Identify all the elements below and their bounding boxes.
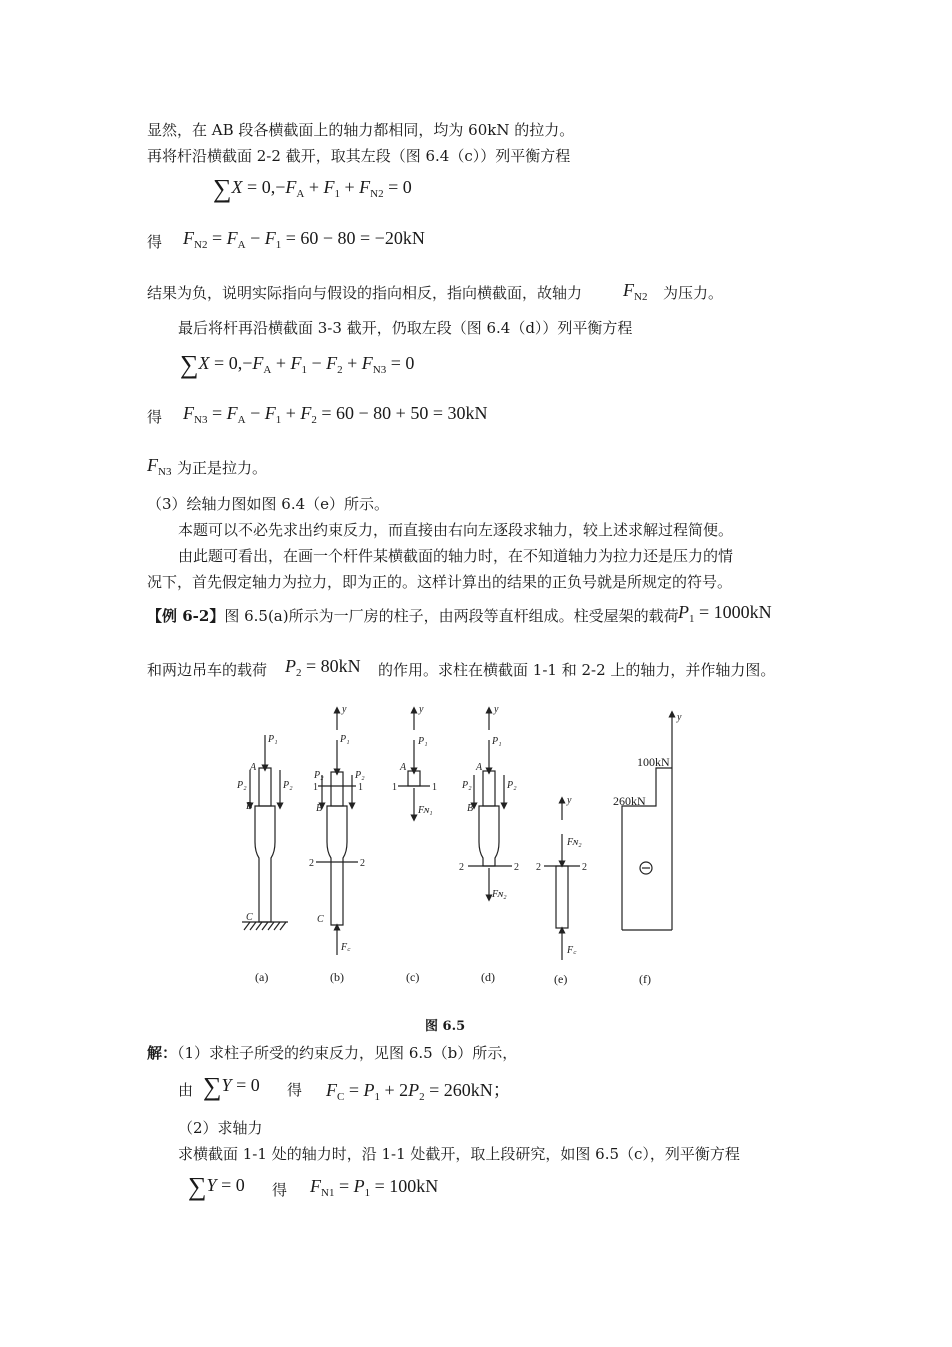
svg-text:P₂: P₂: [283, 780, 293, 791]
text-line-5: 最后将杆再沿横截面 3-3 截开，仍取左段（图 6.4（d））列平衡方程: [178, 319, 633, 337]
svg-text:P₂: P₂: [355, 770, 365, 781]
eq3-value: = 0: [390, 353, 415, 373]
equation-6b: $F_{N1} = P_1 = 100kN$: [310, 1176, 439, 1199]
equation-6: ∑Y = 0: [188, 1172, 245, 1201]
svg-text:P₁: P₁: [418, 736, 428, 747]
svg-text:A: A: [400, 762, 407, 773]
figure-b-column: [309, 704, 365, 955]
svg-text:P₂: P₂: [462, 780, 472, 791]
svg-text:1: 1: [432, 782, 437, 793]
svg-text:1: 1: [392, 782, 397, 793]
eq2-value: = 60 − 80 = −20kN: [285, 228, 425, 248]
equation-5: ∑Y = 0: [203, 1072, 260, 1101]
text-line-4: 结果为负，说明实际指向与假设的指向相反，指向横截面，故轴力: [147, 284, 583, 302]
eq6-value: = 100kN: [374, 1176, 439, 1196]
svg-text:P₁: P₁: [268, 734, 278, 745]
text-you: 由: [178, 1081, 194, 1099]
text-line-12a: 和两边吊车的载荷: [147, 661, 268, 679]
svg-text:1: 1: [313, 782, 318, 793]
svg-text:1: 1: [358, 782, 363, 793]
svg-text:C: C: [317, 914, 324, 925]
solution-line: [147, 1043, 517, 1063]
svg-text:A: A: [476, 762, 483, 773]
svg-text:B: B: [316, 803, 323, 814]
svg-text:P₁: P₁: [340, 734, 350, 745]
equation-3: $\sum X = 0,-F_A + F_1 - F_2 + F_{N3} = 0$: [180, 350, 415, 379]
solution-text: （1）求柱子所受的约束反力，见图 6.5（b）所示，: [177, 1044, 518, 1062]
text-line-11: 况下，首先假定轴力为拉力，即为正的。这样计算出的结果的正负号就是所规定的符号。: [147, 573, 733, 591]
p1-number: = 1000kN: [699, 602, 772, 622]
text-line-10: 由此题可看出，在画一个杆件某横截面的轴力时，在不知道轴力为拉力还是压力的情: [178, 547, 734, 565]
svg-text:A: A: [250, 762, 257, 773]
figure-f-diagram: [622, 712, 682, 930]
fn3-symbol: $F_{N3}$: [147, 455, 172, 478]
svg-text:2: 2: [582, 862, 587, 873]
svg-text:F꜀: F꜀: [567, 945, 577, 956]
eq4-value: = 60 − 80 + 50 = 30kN: [321, 403, 488, 423]
svg-text:2: 2: [360, 858, 365, 869]
svg-text:B: B: [467, 803, 474, 814]
p1-value: $P_1 = 1000kN$: [678, 602, 772, 625]
equation-1: $\sum X = 0,-F_A + F_1 + F_{N2} = 0$: [213, 174, 412, 203]
sub-label-e: (e): [554, 972, 568, 986]
svg-text:Fɴ₁: Fɴ₁: [418, 805, 433, 816]
svg-text:2: 2: [459, 862, 464, 873]
fn2-symbol: $F_{N2}$: [623, 280, 648, 303]
figure-a-column: [236, 734, 293, 930]
svg-text:Fɴ₂: Fɴ₂: [492, 889, 507, 900]
svg-text:y: y: [419, 704, 424, 715]
equation-5b: $F_C = P_1 + 2P_2 = 260kN$；: [326, 1080, 511, 1103]
svg-text:2: 2: [309, 858, 314, 869]
text-de-4: 得: [272, 1181, 288, 1199]
text-line-9: 本题可以不必先求出约束反力，而直接由右向左逐段求轴力，较上述求解过程简便。: [178, 521, 734, 539]
svg-text:C: C: [246, 912, 253, 923]
text-de-3: 得: [287, 1081, 303, 1099]
text-line-1: 显然，在 AB 段各横截面上的轴力都相同，均为 60kN 的拉力。: [147, 121, 575, 139]
svg-text:Fɴ₂: Fɴ₂: [567, 837, 582, 848]
svg-text:F꜀: F꜀: [341, 942, 351, 953]
figure-c-section: [392, 704, 437, 818]
svg-text:2: 2: [514, 862, 519, 873]
example-tag: 【例 6-2】: [147, 607, 225, 625]
p2-number: = 80kN: [306, 656, 361, 676]
diagram-value-260: 260kN: [613, 794, 646, 808]
svg-text:2: 2: [536, 862, 541, 873]
text-line-12c: 的作用。求柱在横截面 1-1 和 2-2 上的轴力，并作轴力图。: [378, 661, 776, 679]
text-line-14: （2）求轴力: [178, 1119, 263, 1137]
example-text: 图 6.5(a)所示为一厂房的柱子，由两段等直杆组成。柱受屋架的载荷: [224, 607, 679, 625]
sub-label-c: (c): [406, 970, 420, 984]
sub-label-b: (b): [330, 970, 344, 984]
svg-text:P₂: P₂: [507, 780, 517, 791]
text-line-8: （3）绘轴力图如图 6.4（e）所示。: [147, 495, 390, 513]
svg-text:y: y: [677, 712, 682, 723]
p2-value: $P_2 = 80kN$: [285, 656, 361, 679]
svg-text:P₂: P₂: [314, 770, 324, 781]
text-line-2: 再将杆沿横截面 2-2 截开，取其左段（图 6.4（c））列平衡方程: [147, 147, 571, 165]
svg-text:P₂: P₂: [237, 780, 247, 791]
eq5-value: = 260kN；: [429, 1080, 511, 1100]
svg-text:y: y: [494, 704, 499, 715]
svg-text:P₁: P₁: [492, 736, 502, 747]
sub-label-a: (a): [255, 970, 269, 984]
text-line-7: 为正是拉力。: [177, 459, 268, 477]
text-line-4-end: 为压力。: [663, 284, 724, 302]
diagram-value-100: 100kN: [637, 755, 670, 769]
equation-4: $F_{N3} = F_A - F_1 + F_2 = 60 - 80 + 50 = 30kN$: [183, 403, 488, 426]
figure-d-section: [459, 704, 519, 900]
solution-tag: 解：: [147, 1044, 178, 1062]
equation-2: $F_{N2} = F_A - F_1 = 60 - 80 = -20kN$: [183, 228, 425, 251]
svg-text:y: y: [342, 704, 347, 715]
sub-label-d: (d): [481, 970, 495, 984]
text-de-1: 得: [147, 233, 163, 251]
text-line-15: 求横截面 1-1 处的轴力时，沿 1-1 处截开，取上段研究，如图 6.5（c），列平衡方程: [178, 1145, 740, 1163]
sub-label-f: (f): [639, 972, 651, 986]
figure-caption: 图 6.5: [425, 1019, 466, 1034]
svg-text:y: y: [567, 795, 572, 806]
figure-e-section: [536, 795, 587, 960]
text-de-2: 得: [147, 408, 163, 426]
svg-text:B: B: [246, 801, 253, 812]
